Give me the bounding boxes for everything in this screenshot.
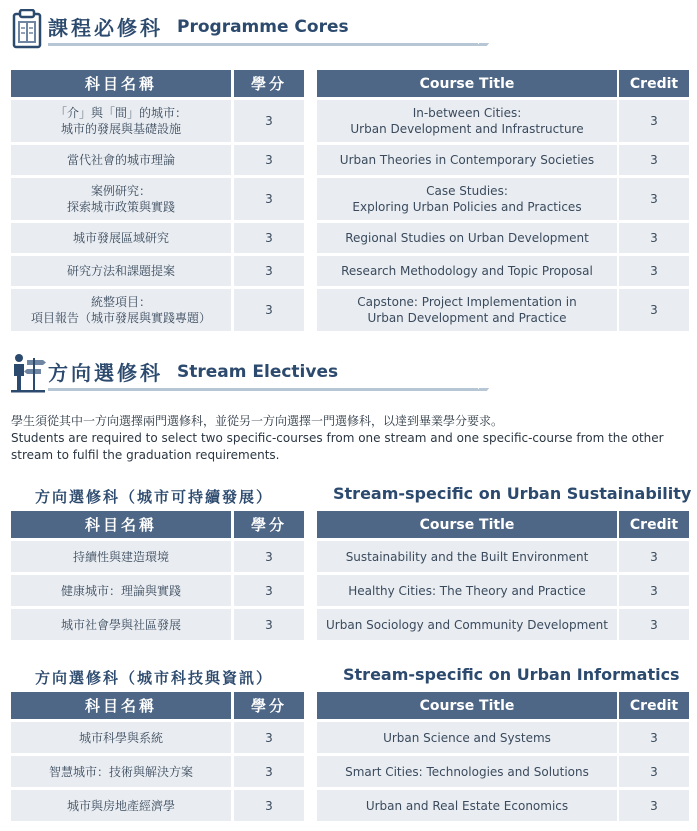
credit-cell: 3 xyxy=(234,575,304,606)
credit-cell: 3 xyxy=(619,145,689,175)
course-title-en: Smart Cities: Technologies and Solutions xyxy=(317,756,617,787)
credit-cell: 3 xyxy=(619,722,689,753)
table-row xyxy=(317,541,689,572)
credit-cell: 3 xyxy=(234,145,304,175)
course-title-line: 研究方法和課題提案 xyxy=(66,264,175,278)
course-name-zh: 智慧城市：技術與解決方案 xyxy=(11,756,231,787)
course-title-en xyxy=(317,100,617,142)
credit-cell: 3 xyxy=(619,256,689,286)
course-name-zh xyxy=(11,289,231,331)
course-title-en: Sustainability and the Built Environment xyxy=(317,541,617,572)
course-title-en xyxy=(317,178,617,220)
course-name-zh: 健康城市：理論與實踐 xyxy=(11,575,231,606)
informatics-en-table xyxy=(317,689,689,824)
table-row xyxy=(11,289,304,331)
table-row xyxy=(11,541,304,572)
course-title-en xyxy=(317,145,617,175)
table-row xyxy=(317,722,689,753)
course-title-line: Exploring Urban Policies and Practices xyxy=(352,200,582,214)
programme-cores-heading xyxy=(48,12,349,41)
table-row xyxy=(317,100,689,142)
col-header-credit-zh: 學分 xyxy=(234,692,304,719)
course-title-en xyxy=(317,223,617,253)
table-row xyxy=(317,289,689,331)
table-row xyxy=(11,256,304,286)
sustainability-title-en: Stream-specific on Urban Sustainability xyxy=(333,484,692,503)
sustainability-en-table xyxy=(317,508,689,643)
programme-cores-zh-table xyxy=(11,67,304,334)
stream-intro xyxy=(11,413,691,464)
programme-cores-icon xyxy=(11,9,43,49)
informatics-zh-table xyxy=(11,689,304,824)
table-row xyxy=(11,178,304,220)
informatics-title-zh: 方向選修科（城市科技與資訊） xyxy=(35,669,274,687)
course-title-line: Capstone: Project Implementation in xyxy=(357,295,577,309)
col-header-course-title-en: Course Title xyxy=(317,692,617,719)
course-title-en: Urban and Real Estate Economics xyxy=(317,790,617,821)
course-title-line: 探索城市政策與實踐 xyxy=(66,200,175,214)
col-header-credit-zh: 學分 xyxy=(234,70,304,97)
table-row xyxy=(317,756,689,787)
col-header-credit-en: Credit xyxy=(619,692,689,719)
credit-cell: 3 xyxy=(619,100,689,142)
col-header-credit-zh: 學分 xyxy=(234,511,304,538)
course-name-zh xyxy=(11,256,231,286)
course-name-zh: 城市科學與系統 xyxy=(11,722,231,753)
col-header-credit-en: Credit xyxy=(619,511,689,538)
credit-cell: 3 xyxy=(234,178,304,220)
table-row xyxy=(317,223,689,253)
stream-electives-heading xyxy=(48,357,338,386)
stream-intro-en-line1: Students are required to select two specific-courses from one stream and one specific-course from the other xyxy=(11,431,664,445)
credit-cell: 3 xyxy=(619,756,689,787)
course-name-zh: 城市社會學與社區發展 xyxy=(11,609,231,640)
sustainability-title-zh: 方向選修科（城市可持續發展） xyxy=(35,488,274,506)
table-row xyxy=(11,145,304,175)
course-title-line: Regional Studies on Urban Development xyxy=(345,231,589,245)
table-row xyxy=(317,790,689,821)
credit-cell: 3 xyxy=(234,609,304,640)
credit-cell: 3 xyxy=(619,178,689,220)
table-row xyxy=(317,178,689,220)
table-row xyxy=(11,756,304,787)
credit-cell: 3 xyxy=(234,100,304,142)
heading-underline xyxy=(48,43,478,46)
credit-cell: 3 xyxy=(619,541,689,572)
table-row xyxy=(317,145,689,175)
table-row xyxy=(11,100,304,142)
credit-cell: 3 xyxy=(234,289,304,331)
course-title-line: Urban Development and Infrastructure xyxy=(350,122,584,136)
sustainability-zh-table xyxy=(11,508,304,643)
credit-cell: 3 xyxy=(234,722,304,753)
course-title-line: Research Methodology and Topic Proposal xyxy=(341,264,593,278)
table-row xyxy=(11,575,304,606)
course-title-line: Urban Theories in Contemporary Societies xyxy=(339,153,595,167)
col-header-course-name-zh: 科目名稱 xyxy=(11,70,231,97)
course-name-zh: 城市與房地產經濟學 xyxy=(11,790,231,821)
stream-intro-en-line2: stream to fulfil the graduation requirements. xyxy=(11,448,280,462)
table-row xyxy=(317,609,689,640)
programme-cores-en-table xyxy=(317,67,689,334)
stream-electives-title-en: Stream Electives xyxy=(177,361,339,382)
credit-cell: 3 xyxy=(234,790,304,821)
credit-cell: 3 xyxy=(234,223,304,253)
course-title-en: Healthy Cities: The Theory and Practice xyxy=(317,575,617,606)
course-title-line: 項目報告（城市發展與實踐專題） xyxy=(30,311,211,325)
course-title-line: 城市發展區域研究 xyxy=(72,231,169,245)
course-title-line: 當代社會的城市理論 xyxy=(66,153,175,167)
credit-cell: 3 xyxy=(234,541,304,572)
programme-cores-title-zh: 課程必修科 xyxy=(48,16,163,40)
signpost-person-icon xyxy=(9,352,47,394)
table-row xyxy=(317,575,689,606)
stream-electives-title-zh: 方向選修科 xyxy=(48,361,163,385)
col-header-course-name-zh: 科目名稱 xyxy=(11,692,231,719)
course-name-zh xyxy=(11,100,231,142)
col-header-credit-en: Credit xyxy=(619,70,689,97)
credit-cell: 3 xyxy=(619,609,689,640)
course-title-en xyxy=(317,289,617,331)
course-name-zh: 持續性與建造環境 xyxy=(11,541,231,572)
course-title-en: Urban Sociology and Community Development xyxy=(317,609,617,640)
course-title-en: Urban Science and Systems xyxy=(317,722,617,753)
col-header-course-title-en: Course Title xyxy=(317,70,617,97)
stream-intro-zh: 學生須從其中一方向選擇兩門選修科，並從另一方向選擇一門選修科，以達到畢業學分要求。 xyxy=(11,414,504,428)
course-title-line: 案例研究： xyxy=(90,184,151,198)
table-row xyxy=(11,790,304,821)
credit-cell: 3 xyxy=(619,790,689,821)
course-title-line: Case Studies: xyxy=(426,184,508,198)
credit-cell: 3 xyxy=(234,756,304,787)
stream-electives-icon xyxy=(9,352,47,394)
credit-cell: 3 xyxy=(619,289,689,331)
credit-cell: 3 xyxy=(234,256,304,286)
course-title-line: Urban Development and Practice xyxy=(367,311,567,325)
programme-cores-title-en: Programme Cores xyxy=(177,16,349,37)
heading-underline xyxy=(48,388,478,391)
table-row xyxy=(317,256,689,286)
course-title-line: In-between Cities: xyxy=(412,106,522,120)
table-row xyxy=(11,609,304,640)
col-header-course-title-en: Course Title xyxy=(317,511,617,538)
table-row xyxy=(11,722,304,753)
course-title-en xyxy=(317,256,617,286)
credit-cell: 3 xyxy=(619,223,689,253)
course-title-line: 城市的發展與基礎設施 xyxy=(60,122,181,136)
clipboard-book-icon xyxy=(11,9,43,49)
credit-cell: 3 xyxy=(619,575,689,606)
course-name-zh xyxy=(11,145,231,175)
informatics-title-en: Stream-specific on Urban Informatics xyxy=(343,665,680,684)
course-title-line: 統整項目： xyxy=(90,295,151,309)
table-row xyxy=(11,223,304,253)
course-title-line: 「介」與「間」的城市： xyxy=(54,106,187,120)
course-name-zh xyxy=(11,223,231,253)
course-name-zh xyxy=(11,178,231,220)
col-header-course-name-zh: 科目名稱 xyxy=(11,511,231,538)
